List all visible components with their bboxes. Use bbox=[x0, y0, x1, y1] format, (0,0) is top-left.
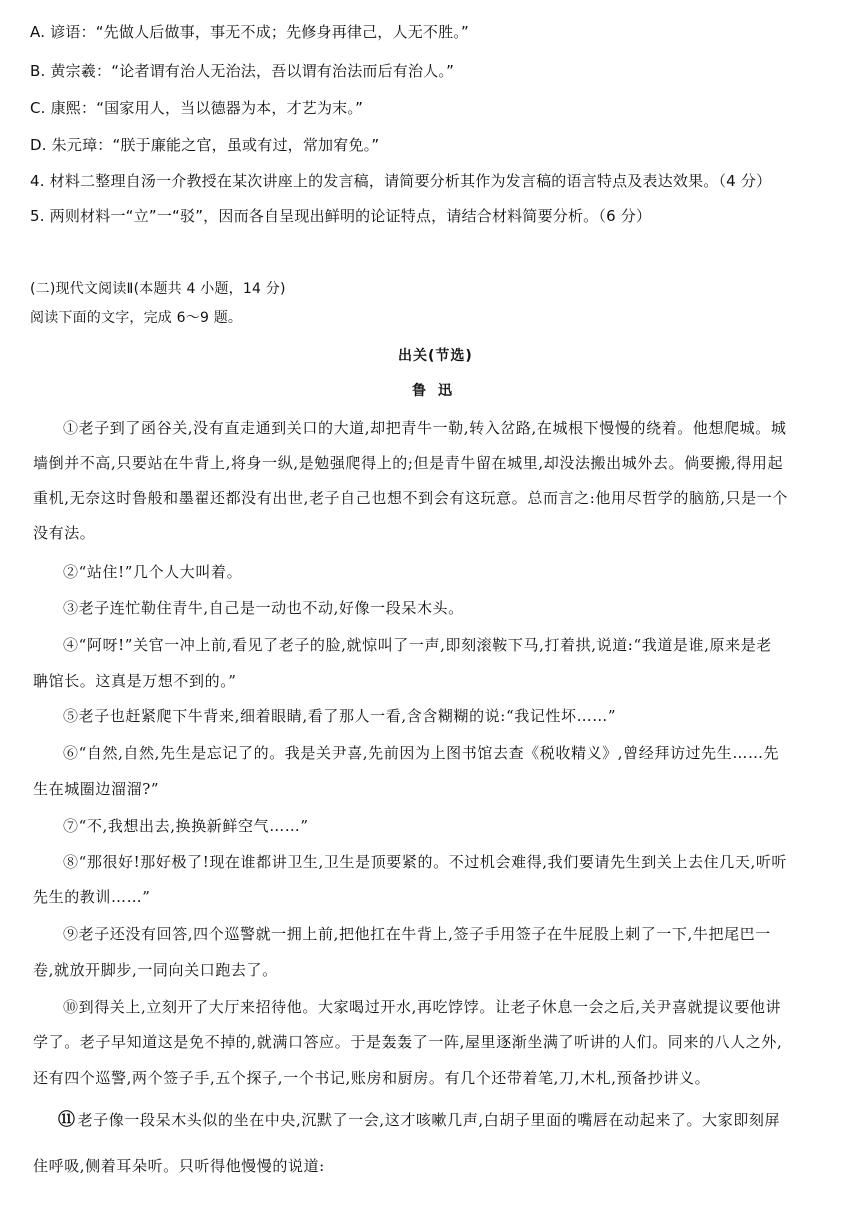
passage-line: ⑥“自然,自然,先生是忘记了的。我是关尹喜,先前因为上图书馆去查《税收精义》,曾经拜访过先生……先 bbox=[63, 744, 780, 762]
passage-line: ⑦“不,我想出去,换换新鲜空气……” bbox=[63, 817, 309, 835]
passage-line: 生在城圈边溜溜?” bbox=[33, 780, 160, 798]
passage-line: 住呼吸,侧着耳朵听。只听得他慢慢的说道: bbox=[33, 1157, 325, 1175]
passage-line: ⑩到得关上,立刻开了大厅来招待他。大家喝过开水,再吃饽饽。让老子休息一会之后,关尹喜就提议要他讲 bbox=[63, 998, 782, 1016]
passage-line: ③老子连忙勒住青牛,自己是一动也不动,好像一段呆木头。 bbox=[63, 599, 464, 617]
passage-line: 没有法。 bbox=[33, 524, 96, 542]
passage-line: ①老子到了函谷关,没有直走通到关口的大道,却把青牛一勒,转入岔路,在城根下慢慢的绕着。他想爬城。城 bbox=[63, 419, 787, 437]
question-5: 5. 两则材料一“立”一“驳”，因而各自呈现出鲜明的论证特点，请结合材料简要分析。（6 分） bbox=[30, 207, 652, 225]
passage-line-11 bbox=[58, 1110, 780, 1130]
passage-line: 学了。老子早知道这是免不掉的,就满口答应。于是轰轰了一阵,屋里逐渐坐满了听讲的人们。同来的八人之外, bbox=[33, 1033, 783, 1051]
question-4: 4. 材料二整理自汤一介教授在某次讲座上的发言稿，请简要分析其作为发言稿的语言特点及表达效果。（4 分） bbox=[30, 172, 772, 190]
passage-line: 聃馆长。这真是万想不到的。” bbox=[33, 672, 237, 690]
passage-author: 鲁迅 bbox=[412, 383, 464, 399]
option-b: B. 黄宗羲：“论者谓有治人无治法，吾以谓有治法而后有治人。” bbox=[30, 62, 455, 80]
option-c: C. 康熙：“国家用人，当以德器为本，才艺为末。” bbox=[30, 99, 364, 117]
section-instruction: 阅读下面的文字，完成 6～9 题。 bbox=[30, 310, 243, 326]
passage-line: 还有四个巡警,两个签子手,五个探子,一个书记,账房和厨房。有几个还带着笔,刀,木札,预备抄讲义。 bbox=[33, 1069, 711, 1087]
passage-line: 重机,无奈这时鲁般和墨翟还都没有出世,老子自己也想不到会有这玩意。总而言之:他用尽哲学的脑筋,只是一个 bbox=[33, 489, 788, 507]
paragraph-11-marker: ⑪ bbox=[58, 1110, 76, 1130]
passage-line-text: 老子像一段呆木头似的坐在中央,沉默了一会,这才咳嗽几声,白胡子里面的嘴唇在动起来了。大家即刻屏 bbox=[77, 1111, 781, 1129]
passage-line: ⑨老子还没有回答,四个巡警就一拥上前,把他扛在牛背上,签子手用签子在牛屁股上刺了一下,牛把尾巴一 bbox=[63, 925, 771, 943]
passage-line: 卷,就放开脚步,一同向关口跑去了。 bbox=[33, 961, 278, 979]
option-a: A. 谚语：“先做人后做事，事无不成；先修身再律己，人无不胜。” bbox=[30, 23, 469, 41]
passage-line: 先生的教训……” bbox=[33, 888, 151, 906]
passage-line: ⑧“那很好!那好极了!现在谁都讲卫生,卫生是顶要紧的。不过机会难得,我们要请先生到关上去住几天,听听 bbox=[63, 853, 788, 871]
section-heading: (二)现代文阅读Ⅱ(本题共 4 小题，14 分) bbox=[30, 281, 286, 297]
passage-line: ⑤老子也赶紧爬下牛背来,细着眼睛,看了那人一看,含含糊糊的说:“我记性坏……” bbox=[63, 707, 617, 725]
passage-line: 墙倒并不高,只要站在牛背上,将身一纵,是勉强爬得上的;但是青牛留在城里,却没法搬出城外去。倘要搬,得用起 bbox=[33, 454, 784, 472]
passage-title: 出关(节选) bbox=[398, 348, 473, 364]
passage-line: ④“阿呀!”关官一冲上前,看见了老子的脸,就惊叫了一声,即刻滚鞍下马,打着拱,说道:“我道是谁,原来是老 bbox=[63, 636, 772, 654]
option-d: D. 朱元璋：“朕于廉能之官，虽或有过，常加宥免。” bbox=[30, 136, 380, 154]
passage-line: ②“站住!”几个人大叫着。 bbox=[63, 563, 243, 581]
